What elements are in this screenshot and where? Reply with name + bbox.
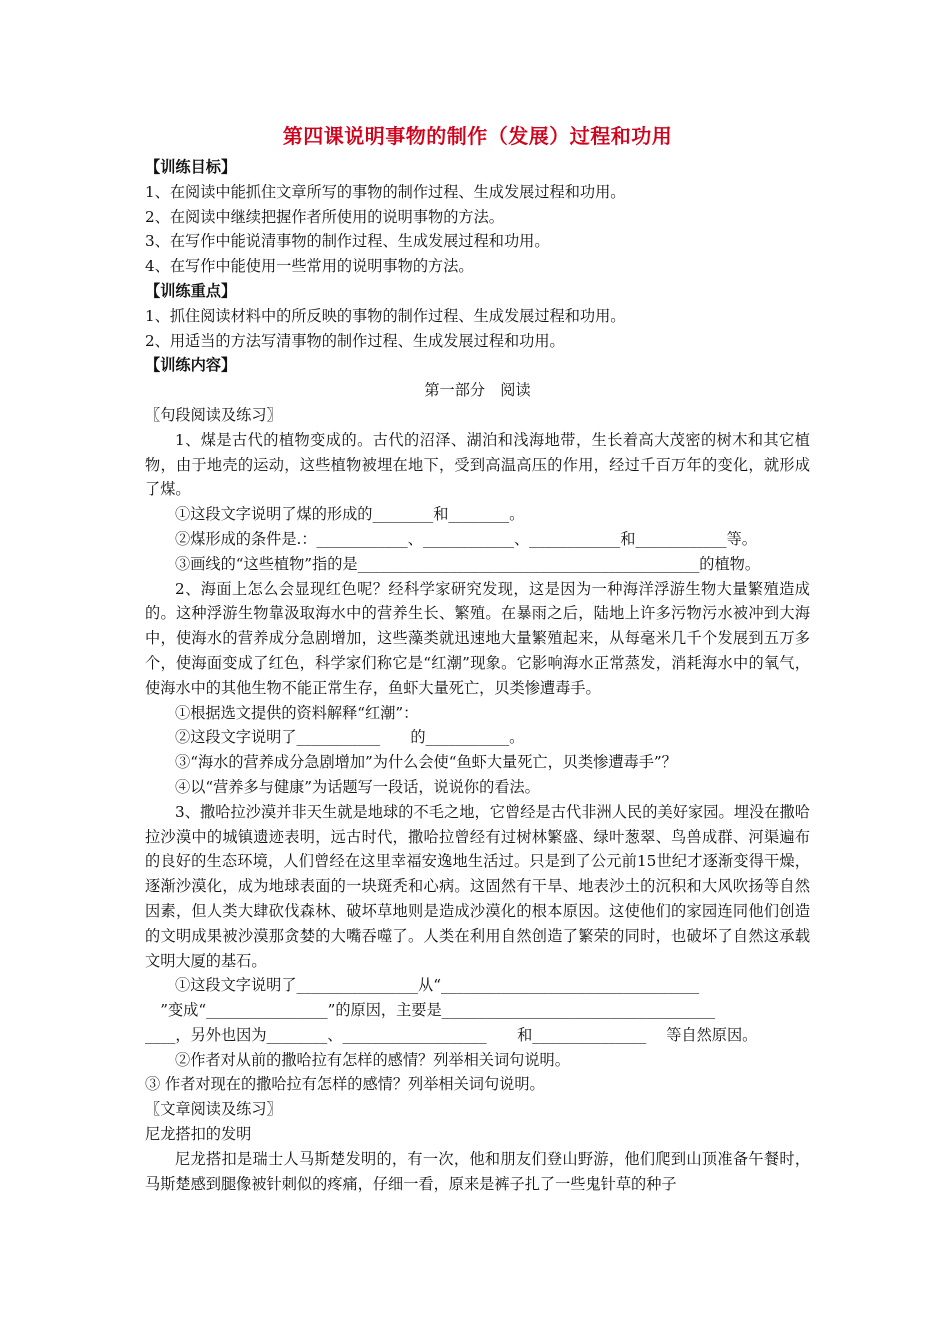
passage-velcro: 尼龙搭扣是瑞士人马斯楚发明的，有一次，他和朋友们登山野游，他们爬到山顶准备午餐时，马斯楚感到腿像被针刺似的疼痛，仔细一看，原来是裤子扎了一些鬼针草的种子 xyxy=(145,1149,810,1193)
section-heading-sentence-reading: 〖句段阅读及练习〗 xyxy=(145,405,282,424)
goals-heading: 【训练目标】 xyxy=(145,158,237,176)
page-title: 第四课说明事物的制作（发展）过程和功用 xyxy=(282,124,673,148)
article-title: 尼龙搭扣的发明 xyxy=(145,1125,252,1144)
focus-item: 2、用适当的方法写清事物的制作过程、生成发展过程和功用。 xyxy=(145,331,565,350)
passage-red-tide: 2、海面上怎么会显现红色呢？经科学家研究发现，这是因为一种海洋浮游生物大量繁殖造成的。这种浮游生物靠汲取海水中的营养生长、繁殖。在暴雨之后，陆地上许多污物污水被冲到大海中，使海水的营养成分急剧增加，这些藻类就迅速地大量繁殖起来，从每毫米几千个发展到五万多个，使海面变成了红色，科学家们称它是“红潮”现象。它影响海水正常蒸发，消耗海水中的氧气，使海水中的其他生物不能正常生存，鱼虾大量死亡，贝类惨遭毒手。 xyxy=(145,579,810,697)
part-title: 第一部分 阅读 xyxy=(424,381,531,400)
goal-item: 4、在写作中能使用一些常用的说明事物的方法。 xyxy=(145,257,474,276)
content-heading: 【训练内容】 xyxy=(145,356,237,375)
question-item: ①根据选文提供的资料解释“红潮”： xyxy=(175,703,419,722)
question-item: ②煤形成的条件是.：____________、____________、____________和____________等。 xyxy=(175,529,757,548)
passage-sahara: 3、撒哈拉沙漠并非天生就是地球的不毛之地，它曾经是古代非洲人民的美好家园。埋没在撒哈拉沙漠中的城镇遗迹表明，远古时代，撒哈拉曾经有过树林繁盛、绿叶葱翠、鸟兽成群、河渠遍布的良好的生态环境，人们曾经在这里幸福安逸地生活过。只是到了公元前15世纪才逐渐变得干燥，逐渐沙漠化，成为地球表面的一块斑秃和心病。这固然有干旱、地表沙土的沉积和大风吹扬等自然因素，但人类大肆砍伐森林、破坏草地则是造成沙漠化的根本原因。这使他们的家园连同他们创造的文明成果被沙漠那贪婪的大嘴吞噬了。人类在利用自然创造了繁荣的同时，也破坏了自然这承载文明大厦的基石。 xyxy=(145,802,810,970)
focus-heading: 【训练重点】 xyxy=(145,281,237,300)
goal-item: 2、在阅读中继续把握作者所使用的说明事物的方法。 xyxy=(145,207,504,226)
document-page xyxy=(145,120,810,1196)
question-item: ②作者对从前的撒哈拉有怎样的感情？列举相关词句说明。 xyxy=(175,1050,570,1069)
question-item: ①这段文字说明了煤的形成的________和________。 xyxy=(175,505,525,524)
goal-item: 3、在写作中能说清事物的制作过程、生成发展过程和功用。 xyxy=(145,232,550,251)
focus-item: 1、抓住阅读材料中的所反映的事物的制作过程、生成发展过程和功用。 xyxy=(145,306,626,325)
passage-coal: 1、煤是古代的植物变成的。古代的沼泽、湖泊和浅海地带，生长着高大茂密的树木和其它植物，由于地壳的运动，这些植物被埋在地下，受到高温高压的作用，经过千百万年的变化，就形成了煤。 xyxy=(145,430,810,499)
question-item: ③“海水的营养成分急剧增加”为什么会使“鱼虾大量死亡，贝类惨遭毒手”？ xyxy=(175,753,677,772)
goal-item: 1、在阅读中能抓住文章所写的事物的制作过程、生成发展过程和功用。 xyxy=(145,182,626,201)
question-item: ③ 作者对现在的撒哈拉有怎样的感情？列举相关词句说明。 xyxy=(145,1075,545,1094)
question-item: ②这段文字说明了___________ 的___________。 xyxy=(175,728,525,747)
section-heading-article-reading: 〖文章阅读及练习〗 xyxy=(145,1100,282,1119)
question-item: ____，另外也因为________、___________________ 和_______________ 等自然原因。 xyxy=(145,1025,758,1044)
question-item: ①这段文字说明了________________从“__________________________________ xyxy=(175,976,700,995)
question-item: ”变成“________________”的原因，主要是____________________________________ xyxy=(145,1001,716,1020)
question-item: ④以“营养多与健康”为话题写一段话，说说你的看法。 xyxy=(175,777,540,796)
question-item: ③画线的“这些植物”指的是_____________________________________________的植物。 xyxy=(175,554,761,573)
